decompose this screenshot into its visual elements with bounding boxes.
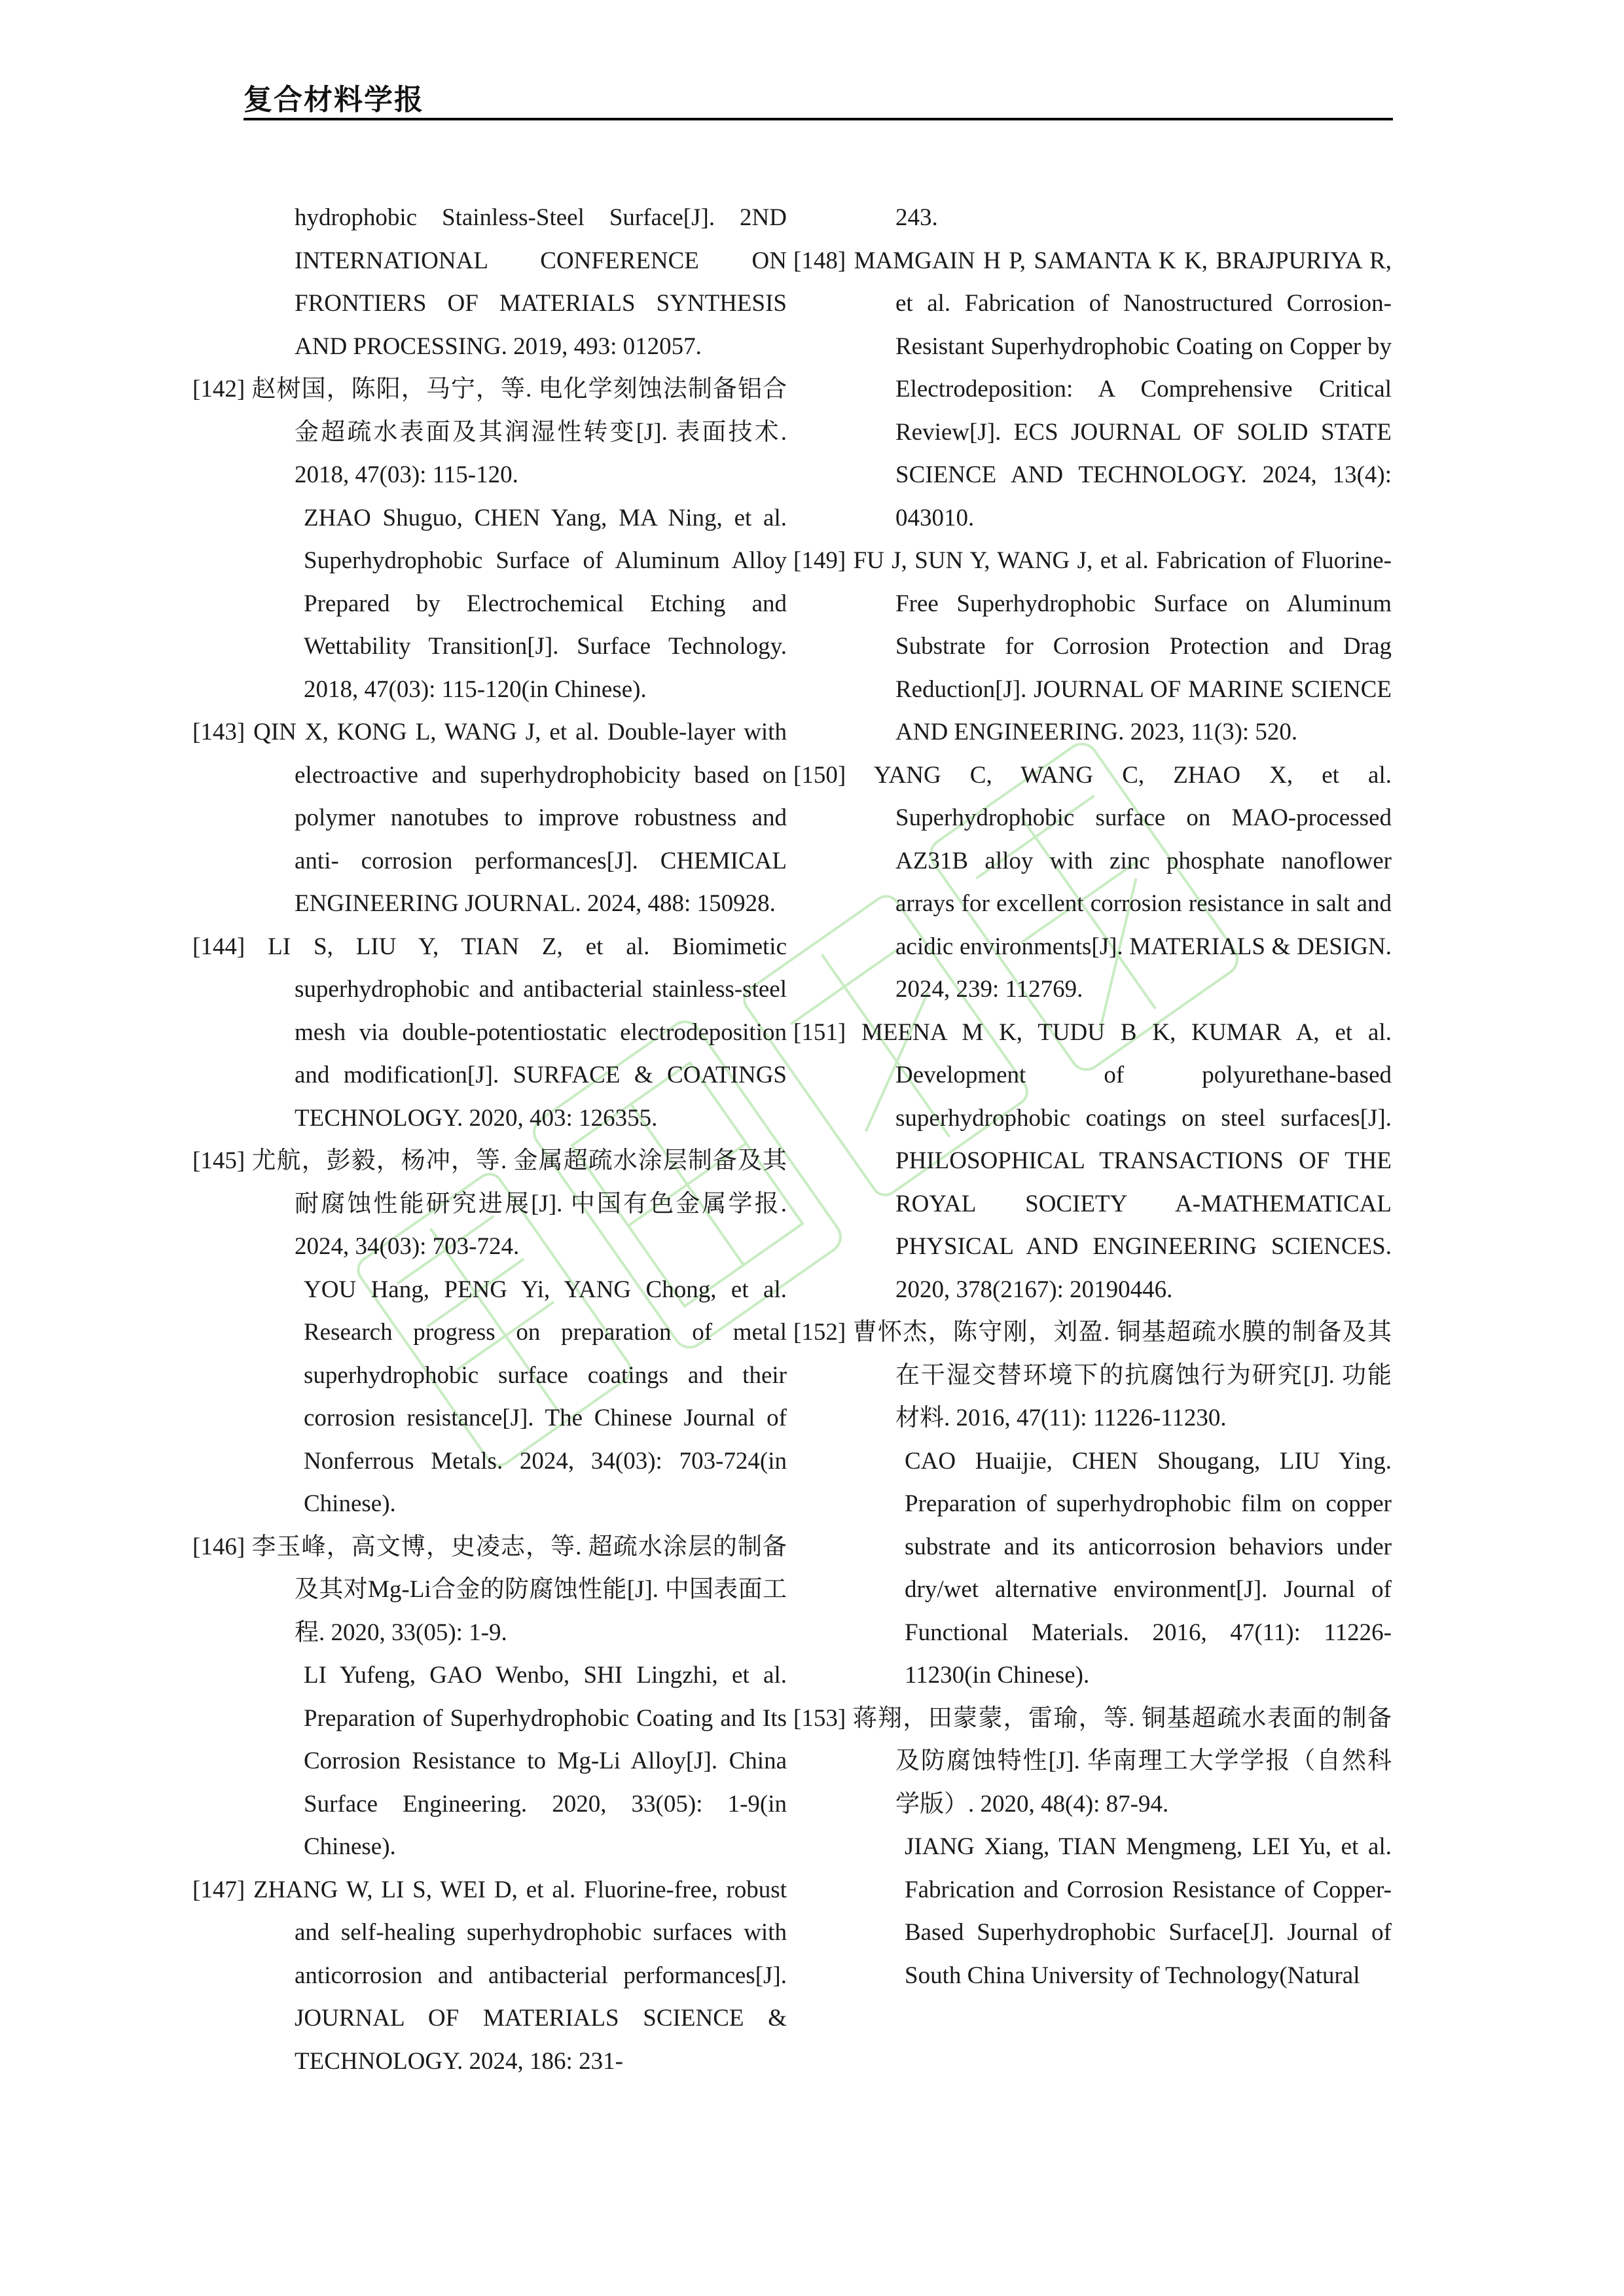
- reference-number: [145]: [192, 1147, 245, 1174]
- reference-143: [192, 711, 787, 925]
- reference-142: [192, 368, 787, 497]
- reference-text: 蒋翔，田蒙蒙，雷瑜，等. 铜基超疏水表面的制备及防腐蚀特性[J]. 华南理工大学学报（自然科学版）. 2020, 48(4): 87-94.: [852, 1704, 1392, 1818]
- reference-text: MEENA M K, TUDU B K, KUMAR A, et al. Development of polyurethane-based superhydrophobic coatings on steel surfaces[J]. PHILOSOPHICAL TRANSACTIONS OF THE ROYAL SOCIETY A-MATHEMATICAL PHYSICAL AND ENGINEERING SCIENCES. 2020, 378(2167): 20190446.: [861, 1018, 1392, 1303]
- reference-text: MAMGAIN H P, SAMANTA K K, BRAJPURIYA R, et al. Fabrication of Nanostructured Corrosion-Resistant Superhydrophobic Coating on Copper by Electrodeposition: A Comprehensive Critical Review[J]. ECS JOURNAL OF SOLID STATE SCIENCE AND TECHNOLOGY. 2024, 13(4): 043010.: [854, 247, 1392, 531]
- reference-text: 曹怀杰，陈守刚，刘盈. 铜基超疏水膜的制备及其在干湿交替环境下的抗腐蚀行为研究[J]. 功能材料. 2016, 47(11): 11226-11230.: [852, 1319, 1392, 1431]
- reference-continuation: 243.: [895, 204, 938, 231]
- reference-number: [152]: [793, 1319, 846, 1346]
- reference-146: [192, 1526, 787, 1655]
- reference-148: [793, 240, 1392, 540]
- reference-continuation: hydrophobic Stainless-Steel Surface[J]. 2ND INTERNATIONAL CONFERENCE ON FRONTIERS OF MATERIALS SYNTHESIS AND PROCESSING. 2019, 493: 012057.: [295, 204, 787, 360]
- reference-translation: JIANG Xiang, TIAN Mengmeng, LEI Yu, et al. Fabrication and Corrosion Resistance of Copper-Based Superhydrophobic Surface[J]. Journal of South China University of Technology(Natural: [905, 1833, 1392, 1989]
- reference-text: QIN X, KONG L, WANG J, et al. Double-layer with electroactive and superhydrophobicity based on polymer nanotubes to improve robustness and anti- corrosion performances[J]. CHEMICAL ENGINEERING JOURNAL. 2024, 488: 150928.: [253, 719, 787, 917]
- reference-translation: LI Yufeng, GAO Wenbo, SHI Lingzhi, et al. Preparation of Superhydrophobic Coating and Its Corrosion Resistance to Mg-Li Alloy[J]. China Surface Engineering. 2020, 33(05): 1-9(in Chinese).: [304, 1662, 787, 1860]
- reference-153: [793, 1697, 1392, 1826]
- reference-text: 尤航，彭毅，杨冲，等. 金属超疏水涂层制备及其耐腐蚀性能研究进展[J]. 中国有色金属学报. 2024, 34(03): 703-724.: [251, 1147, 787, 1260]
- reference-number: [151]: [793, 1018, 846, 1046]
- reference-number: [147]: [192, 1876, 245, 1903]
- reference-number: [142]: [192, 376, 245, 403]
- reference-text: LI S, LIU Y, TIAN Z, et al. Biomimetic superhydrophobic and antibacterial stainless-steel mesh via double-potentiostatic electrodeposition and modification[J]. SURFACE & COATINGS TECHNOLOGY. 2020, 403: 126355.: [268, 933, 787, 1132]
- reference-145: [192, 1139, 787, 1268]
- reference-text: FU J, SUN Y, WANG J, et al. Fabrication of Fluorine-Free Superhydrophobic Surface on Aluminum Substrate for Corrosion Protection and Drag Reduction[J]. JOURNAL OF MARINE SCIENCE AND ENGINEERING. 2023, 11(3): 520.: [853, 547, 1392, 745]
- reference-translation: YOU Hang, PENG Yi, YANG Chong, et al. Research progress on preparation of metal superhydrophobic surface coatings and their corrosion resistance[J]. The Chinese Journal of Nonferrous Metals. 2024, 34(03): 703-724(in Chinese).: [304, 1276, 787, 1517]
- reference-number: [150]: [793, 761, 846, 789]
- left-column: [192, 196, 787, 2083]
- reference-151: [793, 1011, 1392, 1312]
- reference-number: [146]: [192, 1533, 245, 1560]
- reference-147: [192, 1869, 787, 2083]
- right-column: [793, 196, 1392, 1997]
- reference-translation: ZHAO Shuguo, CHEN Yang, MA Ning, et al. Superhydrophobic Surface of Aluminum Alloy Prepared by Electrochemical Etching and Wettability Transition[J]. Surface Technology. 2018, 47(03): 115-120(in Chinese).: [304, 504, 787, 703]
- reference-text: YANG C, WANG C, ZHAO X, et al. Superhydrophobic surface on MAO-processed AZ31B alloy with zinc phosphate nanoflower arrays for excellent corrosion resistance in salt and acidic environments[J]. MATERIALS & DESIGN. 2024, 239: 112769.: [873, 761, 1392, 1003]
- reference-number: [153]: [793, 1704, 846, 1732]
- page-header: [244, 71, 1393, 120]
- reference-150: [793, 754, 1392, 1011]
- reference-144: [192, 925, 787, 1140]
- reference-text: 李玉峰，高文博，史凌志，等. 超疏水涂层的制备及其对Mg-Li合金的防腐蚀性能[J]. 中国表面工程. 2020, 33(05): 1-9.: [251, 1533, 787, 1646]
- reference-number: [148]: [793, 247, 846, 274]
- reference-152: [793, 1311, 1392, 1440]
- reference-number: [149]: [793, 547, 846, 574]
- reference-149: [793, 539, 1392, 754]
- reference-translation: CAO Huaijie, CHEN Shougang, LIU Ying. Preparation of superhydrophobic film on copper substrate and its anticorrosion behaviors under dry/wet alternative environment[J]. Journal of Functional Materials. 2016, 47(11): 11226-11230(in Chinese).: [905, 1447, 1392, 1689]
- reference-text: 赵树国，陈阳，马宁，等. 电化学刻蚀法制备铝合金超疏水表面及其润湿性转变[J]. 表面技术. 2018, 47(03): 115-120.: [251, 376, 787, 488]
- reference-number: [143]: [192, 719, 245, 745]
- reference-number: [144]: [192, 933, 245, 960]
- journal-title: 复合材料学报: [244, 83, 424, 117]
- reference-text: ZHANG W, LI S, WEI D, et al. Fluorine-free, robust and self-healing superhydrophobic surfaces with anticorrosion and antibacterial performances[J]. JOURNAL OF MATERIALS SCIENCE & TECHNOLOGY. 2024, 186: 231-: [253, 1876, 787, 2075]
